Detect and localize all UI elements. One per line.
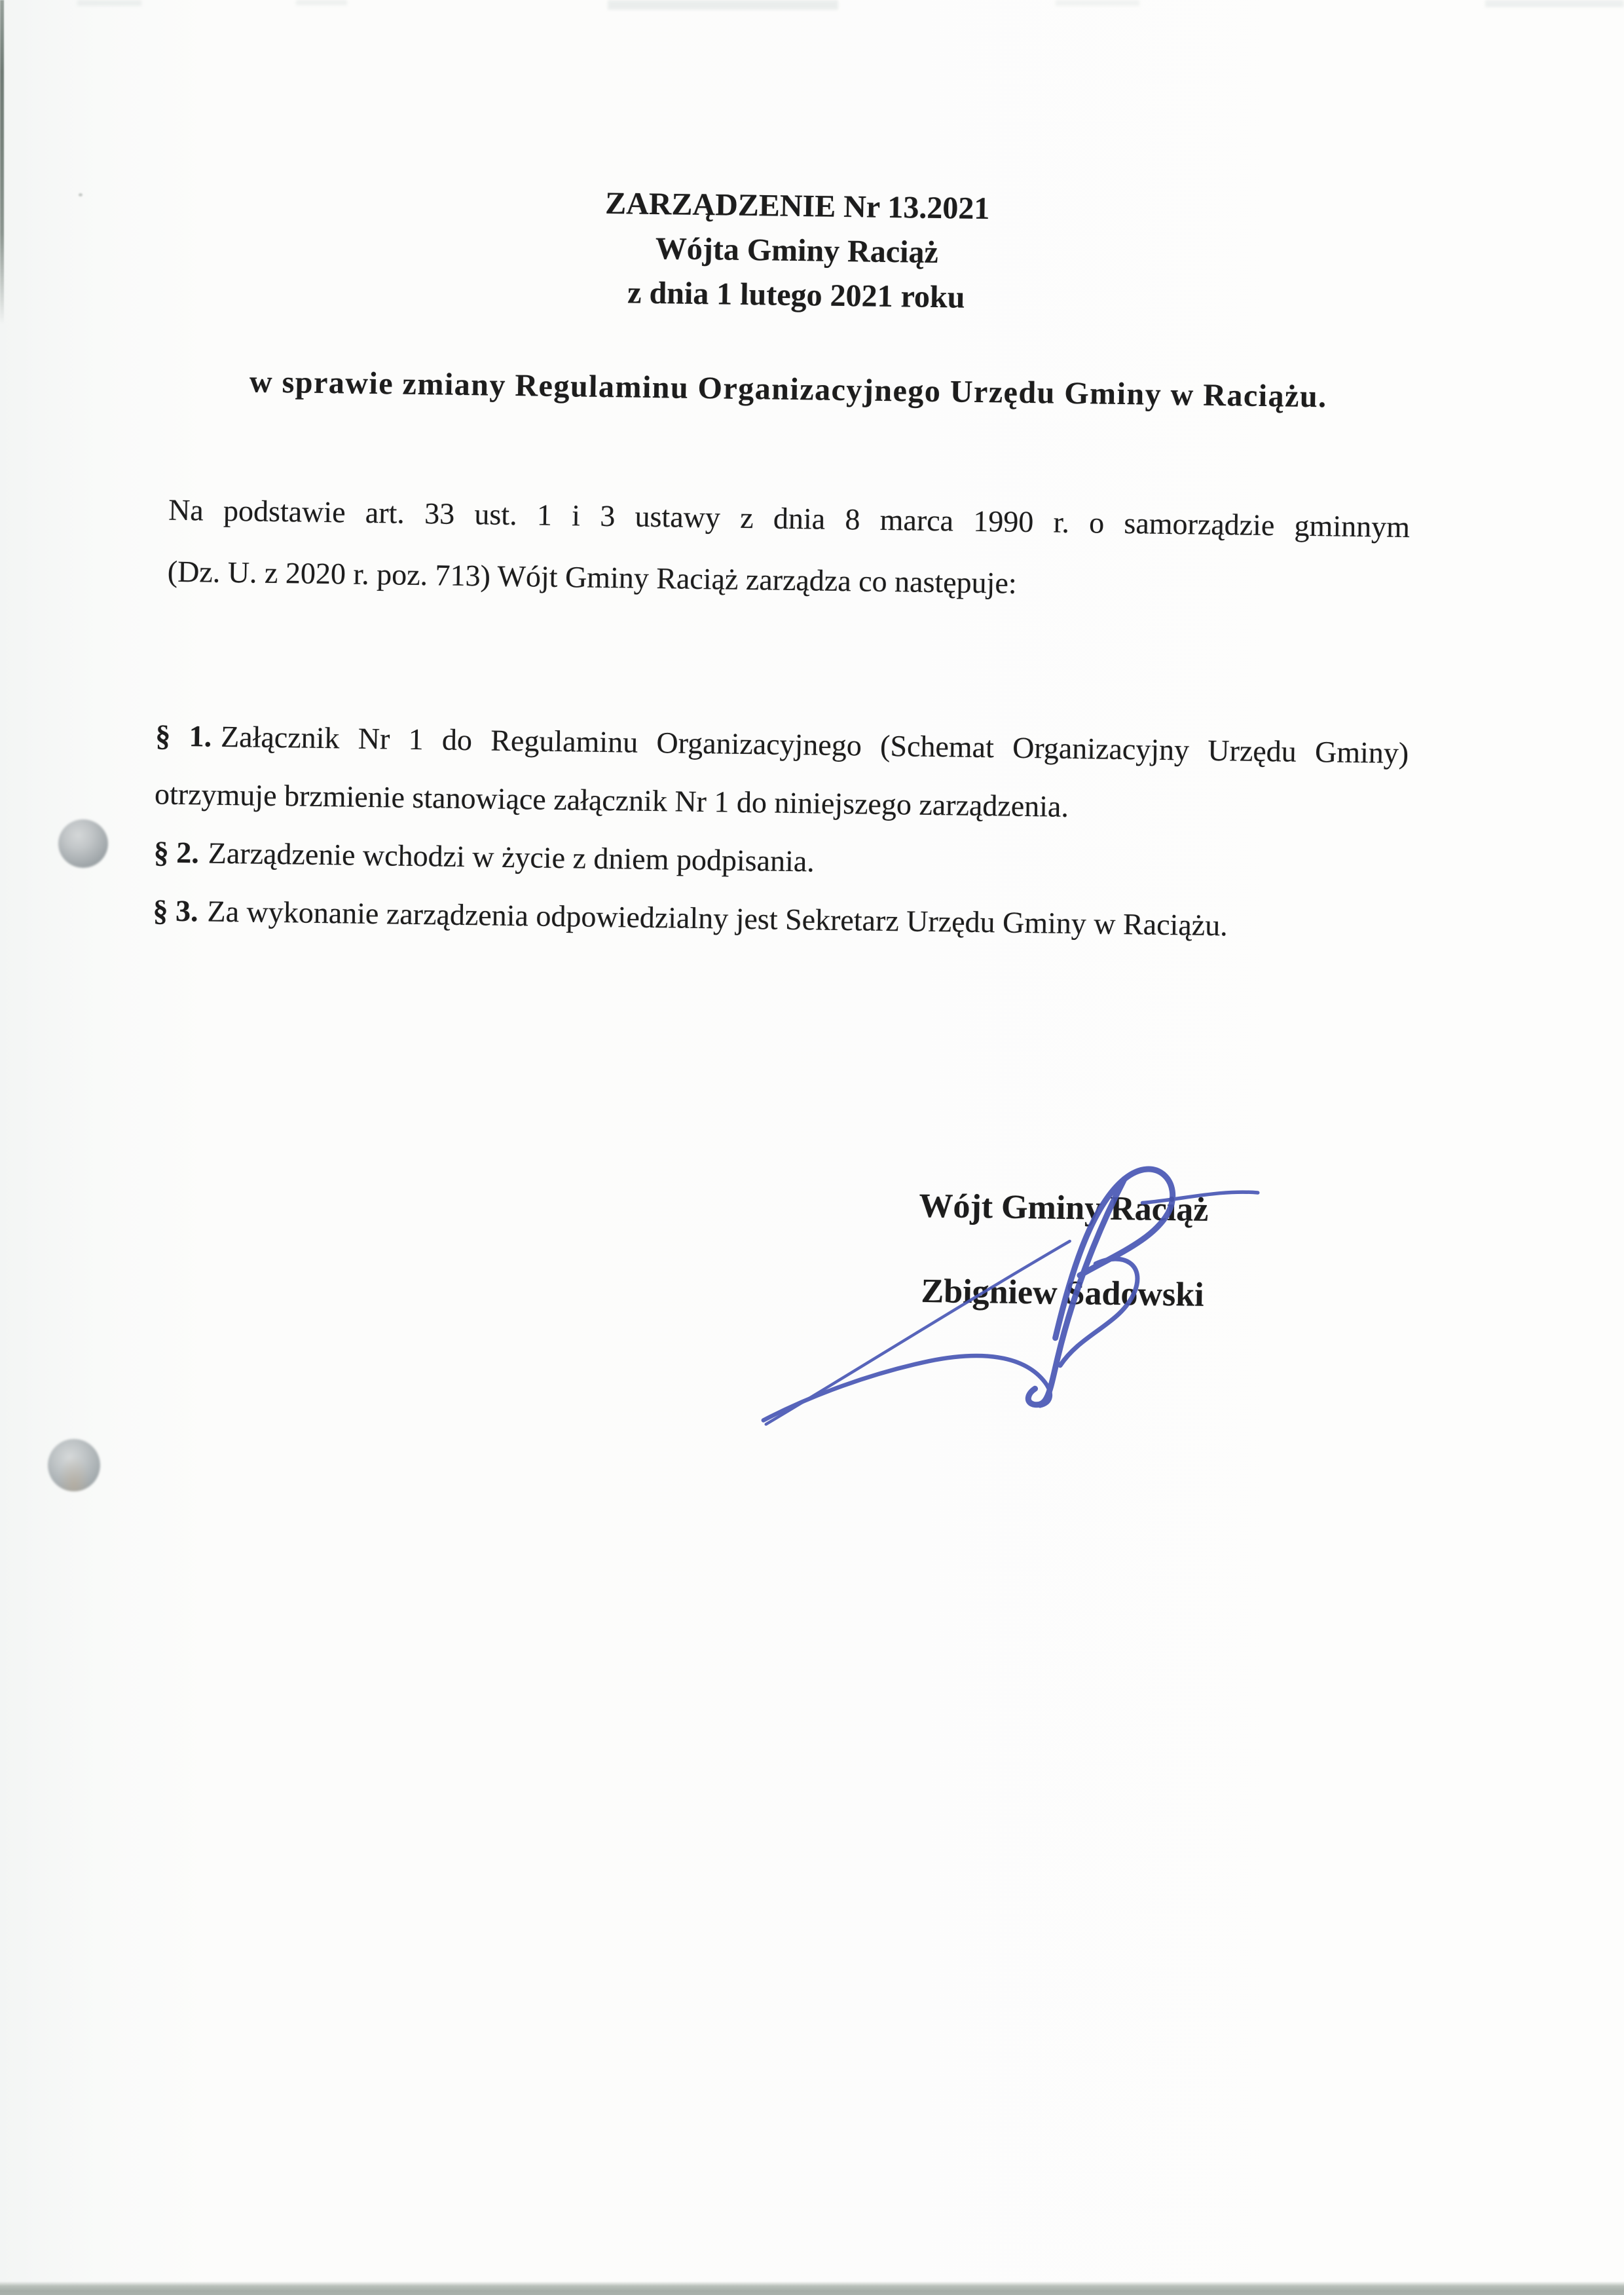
section-2-marker: § 2. <box>153 835 200 870</box>
signature-block <box>889 1163 1238 1338</box>
sections <box>153 706 1409 957</box>
section-1-line-1: § 1. Załącznik Nr 1 do Regulaminu Organizacyjnego (Schemat Organizacyjny Urzędu Gminy) <box>155 718 1409 770</box>
ordinance-subject: w sprawie zmiany Regulaminu Organizacyjnego Urzędu Gminy w Raciążu. <box>249 364 1327 415</box>
scan-smudge <box>608 0 838 10</box>
section-3-marker: § 3. <box>153 893 198 928</box>
ordinance-number: ZARZĄDZENIE Nr 13.2021 <box>604 185 990 227</box>
section-3: § 3. Za wykonanie zarządzenia odpowiedzialny jest Sekretarz Urzędu Gminy w Raciążu. <box>153 893 1228 942</box>
preamble-line-2: (Dz. U. z 2020 r. poz. 713) Wójt Gminy Raciąż zarządza co następuje: <box>167 554 1017 600</box>
section-1-line-2: otrzymuje brzmienie stanowiące załącznik Nr 1 do niniejszego zarządzenia. <box>154 777 1069 823</box>
scan-smudge <box>1056 0 1139 6</box>
preamble-line-1: Na podstawie art. 33 ust. 1 i 3 ustawy z dnia 8 marca 1990 r. o samorządzie gminnym <box>168 493 1411 544</box>
section-2: § 2. Zarządzenie wchodzi w życie z dniem podpisania. <box>153 835 815 878</box>
scan-edge-left-strip <box>0 0 4 324</box>
ordinance-issuer: Wójta Gminy Raciąż <box>655 231 939 271</box>
preamble <box>167 479 1410 620</box>
scan-edge-bottom-strip <box>0 2281 1624 2295</box>
hole-punch-top <box>58 819 108 868</box>
ordinance-title <box>0 173 1598 329</box>
scan-smudge <box>296 0 347 5</box>
signature-role: Wójt Gminy Raciąż <box>919 1187 1209 1229</box>
scan-speck <box>79 193 83 196</box>
section-1-marker: § 1. <box>155 718 212 753</box>
hole-punch-bottom <box>48 1439 100 1491</box>
scan-smudge <box>77 0 141 6</box>
ordinance-date: z dnia 1 lutego 2021 roku <box>627 275 965 315</box>
scan-smudge <box>1485 0 1624 7</box>
signature-name: Zbigniew Sadowski <box>921 1272 1204 1314</box>
signature-stroke-bottom-sweep <box>764 1353 1051 1424</box>
